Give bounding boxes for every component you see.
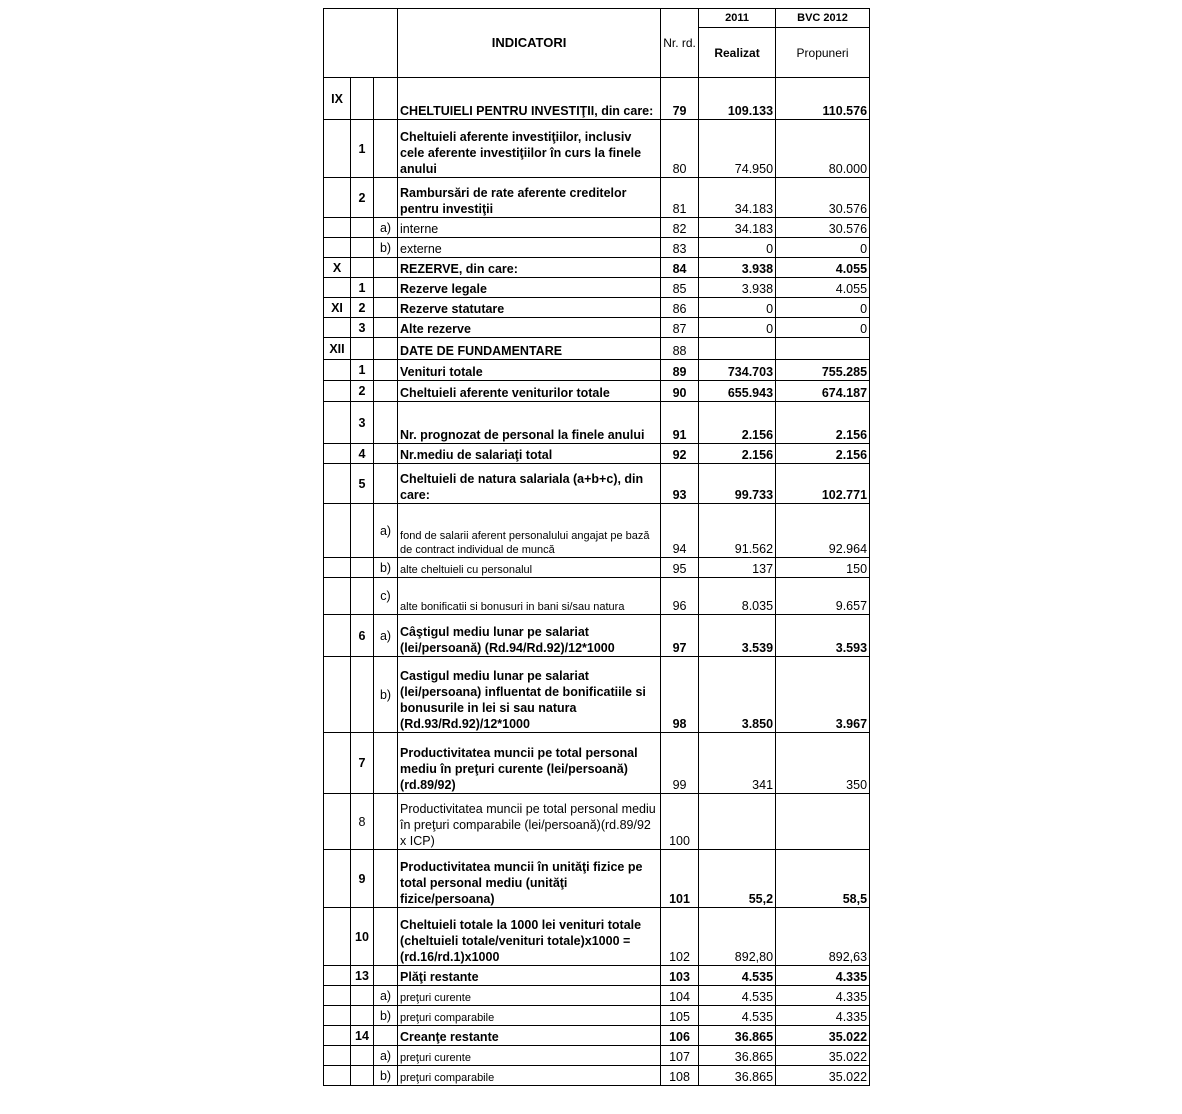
subitem-letter-cell [374, 258, 398, 278]
table-row [324, 615, 870, 657]
row-number-cell: 104 [661, 986, 699, 1006]
section-cell [324, 578, 351, 615]
row-number-cell: 86 [661, 298, 699, 318]
indicator-cell: Cheltuieli de natura salariala (a+b+c), din care: [398, 464, 661, 504]
item-number-cell: 14 [351, 1026, 374, 1046]
propuneri-2012-cell: 35.022 [776, 1066, 870, 1086]
header-nr-rd: Nr. rd. [661, 9, 699, 78]
row-number-cell: 84 [661, 258, 699, 278]
item-number-cell [351, 1046, 374, 1066]
propuneri-2012-cell: 755.285 [776, 360, 870, 381]
table-row [324, 1026, 870, 1046]
table-header [324, 9, 870, 78]
indicator-cell: Castigul mediu lunar pe salariat (lei/persoana) influentat de bonificatiile si bonusurile in lei si sau natura (Rd.93/Rd.92)/12*1000 [398, 657, 661, 733]
indicator-cell: REZERVE, din care: [398, 258, 661, 278]
item-number-cell [351, 504, 374, 558]
subitem-letter-cell [374, 1026, 398, 1046]
propuneri-2012-cell [776, 338, 870, 360]
propuneri-2012-cell: 4.335 [776, 986, 870, 1006]
subitem-letter-cell: a) [374, 504, 398, 558]
propuneri-2012-cell: 350 [776, 733, 870, 794]
realizat-2011-cell [699, 338, 776, 360]
realizat-2011-cell [699, 794, 776, 850]
propuneri-2012-cell: 92.964 [776, 504, 870, 558]
item-number-cell: 1 [351, 120, 374, 178]
item-number-cell: 4 [351, 444, 374, 464]
table-row [324, 381, 870, 402]
table-row [324, 794, 870, 850]
row-number-cell: 90 [661, 381, 699, 402]
table-row [324, 986, 870, 1006]
item-number-cell: 10 [351, 908, 374, 966]
realizat-2011-cell: 36.865 [699, 1066, 776, 1086]
propuneri-2012-cell: 102.771 [776, 464, 870, 504]
section-cell [324, 318, 351, 338]
section-cell [324, 966, 351, 986]
table-row [324, 402, 870, 444]
section-cell [324, 1026, 351, 1046]
propuneri-2012-cell: 30.576 [776, 218, 870, 238]
realizat-2011-cell: 0 [699, 318, 776, 338]
section-cell [324, 402, 351, 444]
indicator-cell: Productivitatea muncii pe total personal mediu în preţuri curente (lei/persoană)(rd.89/92) [398, 733, 661, 794]
propuneri-2012-cell: 4.055 [776, 258, 870, 278]
row-number-cell: 101 [661, 850, 699, 908]
realizat-2011-cell: 34.183 [699, 218, 776, 238]
propuneri-2012-cell: 4.055 [776, 278, 870, 298]
subitem-letter-cell: b) [374, 1006, 398, 1026]
section-cell [324, 733, 351, 794]
realizat-2011-cell: 36.865 [699, 1026, 776, 1046]
subitem-letter-cell [374, 78, 398, 120]
item-number-cell [351, 78, 374, 120]
row-number-cell: 82 [661, 218, 699, 238]
table-row [324, 444, 870, 464]
row-number-cell: 94 [661, 504, 699, 558]
header-blank [324, 9, 398, 78]
propuneri-2012-cell: 35.022 [776, 1046, 870, 1066]
realizat-2011-cell: 341 [699, 733, 776, 794]
table-row [324, 558, 870, 578]
propuneri-2012-cell: 4.335 [776, 966, 870, 986]
subitem-letter-cell [374, 966, 398, 986]
row-number-cell: 100 [661, 794, 699, 850]
item-number-cell: 13 [351, 966, 374, 986]
section-cell [324, 360, 351, 381]
indicator-cell: preţuri comparabile [398, 1066, 661, 1086]
item-number-cell [351, 338, 374, 360]
row-number-cell: 87 [661, 318, 699, 338]
table-row [324, 850, 870, 908]
item-number-cell: 1 [351, 360, 374, 381]
table-row [324, 733, 870, 794]
row-number-cell: 98 [661, 657, 699, 733]
header-year-2011: 2011 [699, 9, 776, 28]
row-number-cell: 83 [661, 238, 699, 258]
subitem-letter-cell [374, 794, 398, 850]
indicator-cell: fond de salarii aferent personalului angajat pe bază de contract individual de muncă [398, 504, 661, 558]
row-number-cell: 85 [661, 278, 699, 298]
section-cell [324, 657, 351, 733]
row-number-cell: 81 [661, 178, 699, 218]
indicator-cell: Nr.mediu de salariaţi total [398, 444, 661, 464]
section-cell [324, 794, 351, 850]
indicator-cell: preţuri comparabile [398, 1006, 661, 1026]
indicator-cell: preţuri curente [398, 1046, 661, 1066]
row-number-cell: 107 [661, 1046, 699, 1066]
section-cell [324, 178, 351, 218]
realizat-2011-cell: 3.850 [699, 657, 776, 733]
propuneri-2012-cell: 2.156 [776, 402, 870, 444]
propuneri-2012-cell: 2.156 [776, 444, 870, 464]
propuneri-2012-cell: 150 [776, 558, 870, 578]
item-number-cell [351, 578, 374, 615]
table-row [324, 578, 870, 615]
realizat-2011-cell: 3.539 [699, 615, 776, 657]
realizat-2011-cell: 892,80 [699, 908, 776, 966]
realizat-2011-cell: 109.133 [699, 78, 776, 120]
propuneri-2012-cell: 35.022 [776, 1026, 870, 1046]
propuneri-2012-cell: 892,63 [776, 908, 870, 966]
realizat-2011-cell: 99.733 [699, 464, 776, 504]
section-cell [324, 381, 351, 402]
subitem-letter-cell: b) [374, 657, 398, 733]
item-number-cell [351, 558, 374, 578]
indicator-cell: preţuri curente [398, 986, 661, 1006]
indicator-cell: Productivitatea muncii în unităţi fizice pe total personal mediu (unităţi fizice/persoana) [398, 850, 661, 908]
item-number-cell [351, 258, 374, 278]
table-row [324, 338, 870, 360]
row-number-cell: 91 [661, 402, 699, 444]
table-row [324, 238, 870, 258]
realizat-2011-cell: 655.943 [699, 381, 776, 402]
propuneri-2012-cell: 0 [776, 238, 870, 258]
section-cell [324, 504, 351, 558]
subitem-letter-cell [374, 338, 398, 360]
realizat-2011-cell: 91.562 [699, 504, 776, 558]
indicator-cell: Rambursări de rate aferente creditelor pentru investiţii [398, 178, 661, 218]
item-number-cell: 7 [351, 733, 374, 794]
table-row [324, 504, 870, 558]
realizat-2011-cell: 2.156 [699, 444, 776, 464]
realizat-2011-cell: 137 [699, 558, 776, 578]
indicator-cell: interne [398, 218, 661, 238]
indicator-cell: Câştigul mediu lunar pe salariat (lei/persoană) (Rd.94/Rd.92)/12*1000 [398, 615, 661, 657]
subitem-letter-cell [374, 318, 398, 338]
indicator-cell: alte cheltuieli cu personalul [398, 558, 661, 578]
propuneri-2012-cell: 110.576 [776, 78, 870, 120]
indicator-cell: DATE DE FUNDAMENTARE [398, 338, 661, 360]
item-number-cell [351, 238, 374, 258]
section-cell [324, 278, 351, 298]
realizat-2011-cell: 0 [699, 298, 776, 318]
item-number-cell: 2 [351, 178, 374, 218]
indicator-cell: Cheltuieli totale la 1000 lei venituri totale (cheltuieli totale/venituri totale)x1000 =(rd.16/rd.1)x1000 [398, 908, 661, 966]
propuneri-2012-cell: 3.967 [776, 657, 870, 733]
table-row [324, 1006, 870, 1026]
subitem-letter-cell [374, 381, 398, 402]
subitem-letter-cell [374, 178, 398, 218]
item-number-cell [351, 657, 374, 733]
item-number-cell: 5 [351, 464, 374, 504]
section-cell [324, 1066, 351, 1086]
table-row [324, 78, 870, 120]
header-bvc-2012: BVC 2012 [776, 9, 870, 28]
table-row [324, 464, 870, 504]
realizat-2011-cell: 8.035 [699, 578, 776, 615]
row-number-cell: 99 [661, 733, 699, 794]
propuneri-2012-cell: 58,5 [776, 850, 870, 908]
row-number-cell: 80 [661, 120, 699, 178]
subitem-letter-cell: b) [374, 558, 398, 578]
subitem-letter-cell [374, 360, 398, 381]
indicator-cell: Venituri totale [398, 360, 661, 381]
table-row [324, 360, 870, 381]
row-number-cell: 97 [661, 615, 699, 657]
row-number-cell: 106 [661, 1026, 699, 1046]
row-number-cell: 92 [661, 444, 699, 464]
row-number-cell: 105 [661, 1006, 699, 1026]
item-number-cell: 3 [351, 402, 374, 444]
realizat-2011-cell: 34.183 [699, 178, 776, 218]
item-number-cell: 3 [351, 318, 374, 338]
subitem-letter-cell: c) [374, 578, 398, 615]
subitem-letter-cell: a) [374, 1046, 398, 1066]
indicator-cell: Cheltuieli aferente investiţiilor, inclusiv cele aferente investiţiilor în curs la finele anului [398, 120, 661, 178]
item-number-cell [351, 986, 374, 1006]
table-row [324, 657, 870, 733]
section-cell [324, 615, 351, 657]
subitem-letter-cell: a) [374, 986, 398, 1006]
subitem-letter-cell [374, 733, 398, 794]
indicator-cell: Rezerve legale [398, 278, 661, 298]
item-number-cell [351, 1006, 374, 1026]
item-number-cell: 6 [351, 615, 374, 657]
indicator-cell: Creanţe restante [398, 1026, 661, 1046]
subitem-letter-cell [374, 120, 398, 178]
realizat-2011-cell: 74.950 [699, 120, 776, 178]
item-number-cell: 2 [351, 298, 374, 318]
indicator-cell: Plăţi restante [398, 966, 661, 986]
realizat-2011-cell: 4.535 [699, 986, 776, 1006]
indicator-cell: Productivitatea muncii pe total personal mediu în preţuri comparabile (lei/persoană)(rd.89/92 x ICP) [398, 794, 661, 850]
subitem-letter-cell: b) [374, 1066, 398, 1086]
table-row [324, 278, 870, 298]
section-cell [324, 120, 351, 178]
realizat-2011-cell: 55,2 [699, 850, 776, 908]
row-number-cell: 108 [661, 1066, 699, 1086]
table-row [324, 1066, 870, 1086]
table-row [324, 1046, 870, 1066]
section-cell [324, 558, 351, 578]
budget-indicators-table [323, 8, 870, 1086]
table-row [324, 258, 870, 278]
indicator-cell: Nr. prognozat de personal la finele anului [398, 402, 661, 444]
table-row [324, 218, 870, 238]
section-cell [324, 444, 351, 464]
subitem-letter-cell [374, 298, 398, 318]
section-cell [324, 986, 351, 1006]
table-row [324, 966, 870, 986]
indicator-cell: Cheltuieli aferente veniturilor totale [398, 381, 661, 402]
section-cell: XI [324, 298, 351, 318]
section-cell [324, 238, 351, 258]
subitem-letter-cell [374, 908, 398, 966]
subitem-letter-cell: a) [374, 615, 398, 657]
table-row [324, 178, 870, 218]
header-indicatori: INDICATORI [398, 9, 661, 78]
propuneri-2012-cell: 3.593 [776, 615, 870, 657]
indicator-cell: Rezerve statutare [398, 298, 661, 318]
row-number-cell: 88 [661, 338, 699, 360]
item-number-cell: 2 [351, 381, 374, 402]
propuneri-2012-cell: 674.187 [776, 381, 870, 402]
realizat-2011-cell: 3.938 [699, 278, 776, 298]
table-body [324, 78, 870, 1086]
subitem-letter-cell [374, 402, 398, 444]
item-number-cell: 9 [351, 850, 374, 908]
header-realizat: Realizat [699, 28, 776, 78]
subitem-letter-cell [374, 850, 398, 908]
indicator-cell: Alte rezerve [398, 318, 661, 338]
indicator-cell: CHELTUIELI PENTRU INVESTIŢII, din care: [398, 78, 661, 120]
section-cell [324, 850, 351, 908]
header-propuneri: Propuneri [776, 28, 870, 78]
section-cell [324, 1006, 351, 1026]
section-cell: X [324, 258, 351, 278]
table-row [324, 908, 870, 966]
indicator-cell: alte bonificatii si bonusuri in bani si/sau natura [398, 578, 661, 615]
subitem-letter-cell: b) [374, 238, 398, 258]
item-number-cell [351, 218, 374, 238]
item-number-cell: 1 [351, 278, 374, 298]
table-row [324, 120, 870, 178]
row-number-cell: 102 [661, 908, 699, 966]
indicator-cell: externe [398, 238, 661, 258]
section-cell [324, 1046, 351, 1066]
propuneri-2012-cell: 30.576 [776, 178, 870, 218]
row-number-cell: 103 [661, 966, 699, 986]
realizat-2011-cell: 2.156 [699, 402, 776, 444]
propuneri-2012-cell: 80.000 [776, 120, 870, 178]
subitem-letter-cell [374, 278, 398, 298]
row-number-cell: 89 [661, 360, 699, 381]
realizat-2011-cell: 734.703 [699, 360, 776, 381]
realizat-2011-cell: 36.865 [699, 1046, 776, 1066]
propuneri-2012-cell: 4.335 [776, 1006, 870, 1026]
realizat-2011-cell: 4.535 [699, 966, 776, 986]
section-cell [324, 908, 351, 966]
row-number-cell: 96 [661, 578, 699, 615]
row-number-cell: 93 [661, 464, 699, 504]
propuneri-2012-cell: 9.657 [776, 578, 870, 615]
subitem-letter-cell: a) [374, 218, 398, 238]
row-number-cell: 95 [661, 558, 699, 578]
section-cell [324, 218, 351, 238]
propuneri-2012-cell: 0 [776, 318, 870, 338]
realizat-2011-cell: 0 [699, 238, 776, 258]
propuneri-2012-cell: 0 [776, 298, 870, 318]
section-cell: IX [324, 78, 351, 120]
realizat-2011-cell: 3.938 [699, 258, 776, 278]
table-row [324, 298, 870, 318]
realizat-2011-cell: 4.535 [699, 1006, 776, 1026]
table-row [324, 318, 870, 338]
section-cell [324, 464, 351, 504]
propuneri-2012-cell [776, 794, 870, 850]
item-number-cell [351, 1066, 374, 1086]
section-cell: XII [324, 338, 351, 360]
item-number-cell: 8 [351, 794, 374, 850]
subitem-letter-cell [374, 444, 398, 464]
row-number-cell: 79 [661, 78, 699, 120]
subitem-letter-cell [374, 464, 398, 504]
